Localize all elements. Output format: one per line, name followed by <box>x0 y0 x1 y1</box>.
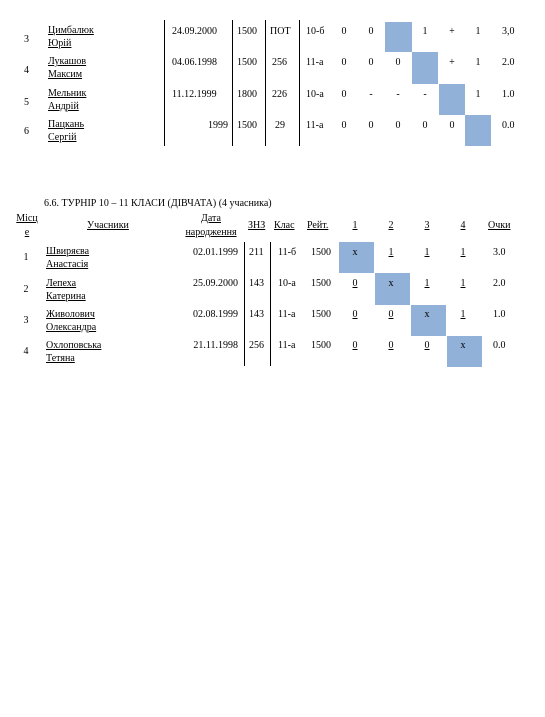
birth-date: 24.09.2000 <box>172 26 217 37</box>
points: 2.0 <box>502 57 515 68</box>
header-points: Очки <box>488 220 511 231</box>
rating: 1800 <box>237 89 257 100</box>
participant-surname[interactable]: Цимбалюк <box>48 25 94 36</box>
header-dob-line2: народження <box>185 227 237 238</box>
section-title-count: (4 учасника) <box>218 198 272 209</box>
result-6: 1 <box>475 26 481 37</box>
header-rating: Рейт. <box>307 220 329 231</box>
rating: 1500 <box>237 120 257 131</box>
result-4: - <box>423 89 427 100</box>
birth-date: 11.12.1999 <box>172 89 217 100</box>
rating: 1500 <box>237 26 257 37</box>
result-1: 0 <box>341 26 347 37</box>
participant-firstname[interactable]: Андрій <box>48 101 79 112</box>
result-3: x <box>424 309 430 320</box>
participant-surname[interactable]: Мельник <box>48 88 87 99</box>
column-divider <box>265 20 266 146</box>
header-place-line1: Місц <box>16 213 38 224</box>
points: 3.0 <box>493 247 506 258</box>
points: 1.0 <box>502 89 515 100</box>
column-divider <box>299 20 300 146</box>
result-2: - <box>369 89 373 100</box>
participant-surname[interactable]: Живолович <box>46 309 95 320</box>
participant-surname[interactable]: Лепеха <box>46 278 77 289</box>
result-4: 1 <box>460 309 466 320</box>
result-1: 0 <box>352 309 358 320</box>
points: 3,0 <box>502 26 515 37</box>
result-6: 1 <box>475 89 481 100</box>
result-1: 0 <box>352 340 358 351</box>
header-round-1: 1 <box>352 220 358 231</box>
rating: 1500 <box>311 278 331 289</box>
result-1: 0 <box>341 57 347 68</box>
header-school: ЗНЗ <box>248 220 266 231</box>
header-participants: Учасники <box>87 220 129 231</box>
participant-firstname[interactable]: Сергій <box>48 132 77 143</box>
school: 256 <box>272 57 287 68</box>
participant-surname[interactable]: Швиряєва <box>46 246 90 257</box>
school: ПОТ <box>270 26 291 37</box>
place: 3 <box>24 34 29 45</box>
class: 11-б <box>278 247 297 258</box>
result-3: 0 <box>395 120 401 131</box>
place: 4 <box>23 346 29 357</box>
school: 211 <box>249 247 264 258</box>
rating: 1500 <box>311 247 331 258</box>
header-round-3: 3 <box>424 220 430 231</box>
header-round-2: 2 <box>388 220 394 231</box>
school: 256 <box>249 340 264 351</box>
result-1: x <box>352 247 358 258</box>
school: 226 <box>272 89 287 100</box>
diagonal-cell <box>465 115 491 146</box>
place: 2 <box>23 284 29 295</box>
birth-date: 02.01.1999 <box>193 247 238 258</box>
place: 3 <box>23 315 29 326</box>
result-3: 1 <box>424 247 430 258</box>
result-2: 0 <box>368 120 374 131</box>
class: 10-а <box>278 278 296 289</box>
participant-firstname[interactable]: Анастасія <box>46 259 89 270</box>
result-6: 1 <box>475 57 481 68</box>
column-divider <box>270 242 271 366</box>
result-4: 0 <box>422 120 428 131</box>
header-dob-line1: Дата <box>201 213 221 224</box>
result-5: + <box>449 57 455 68</box>
result-1: 0 <box>341 120 347 131</box>
participant-firstname[interactable]: Олександра <box>46 322 97 333</box>
column-divider <box>232 20 233 146</box>
header-round-4: 4 <box>460 220 466 231</box>
result-2: x <box>388 278 394 289</box>
school: 29 <box>275 120 285 131</box>
participant-surname[interactable]: Лукашов <box>48 56 87 67</box>
school: 143 <box>249 309 264 320</box>
result-3: 0 <box>395 57 401 68</box>
class: 10-а <box>306 89 324 100</box>
result-4: 1 <box>422 26 428 37</box>
result-3: - <box>396 89 400 100</box>
result-5: + <box>449 26 455 37</box>
class: 11-а <box>278 340 296 351</box>
participant-surname[interactable]: Пацкань <box>48 119 85 130</box>
rating: 1500 <box>311 309 331 320</box>
place: 5 <box>24 97 29 108</box>
result-3: 1 <box>424 278 430 289</box>
class: 11-а <box>306 120 324 131</box>
birth-date: 02.08.1999 <box>193 309 238 320</box>
points: 0.0 <box>502 120 515 131</box>
class: 11-а <box>278 309 296 320</box>
column-divider <box>244 242 245 366</box>
birth-date: 21.11.1998 <box>193 340 238 351</box>
section-title-main: 6.6. ТУРНІР 10 – 11 КЛАСИ (ДІВЧАТА) <box>44 198 217 209</box>
result-1: 0 <box>352 278 358 289</box>
birth-date: 1999 <box>208 120 228 131</box>
result-5: 0 <box>449 120 455 131</box>
result-4: x <box>460 340 466 351</box>
place: 4 <box>24 65 29 76</box>
participant-surname[interactable]: Охлоповська <box>46 340 102 351</box>
diagonal-cell <box>439 84 465 115</box>
diagonal-cell <box>412 52 438 84</box>
participant-firstname[interactable]: Катерина <box>46 291 86 302</box>
header-class: Клас <box>274 220 295 231</box>
section-title <box>44 198 272 209</box>
result-4: 1 <box>460 278 466 289</box>
points: 1.0 <box>493 309 506 320</box>
result-1: 0 <box>341 89 347 100</box>
result-2: 0 <box>388 340 394 351</box>
result-2: 0 <box>368 26 374 37</box>
header-place-line2: е <box>24 227 30 238</box>
class: 10-б <box>306 26 325 37</box>
rating: 1500 <box>237 57 257 68</box>
result-4: 1 <box>460 247 466 258</box>
result-2: 0 <box>388 309 394 320</box>
diagonal-cell <box>385 22 412 52</box>
place: 6 <box>24 126 29 137</box>
class: 11-а <box>306 57 324 68</box>
result-3: 0 <box>424 340 430 351</box>
school: 143 <box>249 278 264 289</box>
birth-date: 25.09.2000 <box>193 278 238 289</box>
participant-firstname[interactable]: Максим <box>48 69 83 80</box>
points: 0.0 <box>493 340 506 351</box>
birth-date: 04.06.1998 <box>172 57 217 68</box>
points: 2.0 <box>493 278 506 289</box>
column-divider <box>164 20 165 146</box>
participant-firstname[interactable]: Тетяна <box>46 353 75 364</box>
rating: 1500 <box>311 340 331 351</box>
place: 1 <box>23 252 29 263</box>
result-2: 0 <box>368 57 374 68</box>
participant-firstname[interactable]: Юрій <box>48 38 72 49</box>
result-2: 1 <box>388 247 394 258</box>
